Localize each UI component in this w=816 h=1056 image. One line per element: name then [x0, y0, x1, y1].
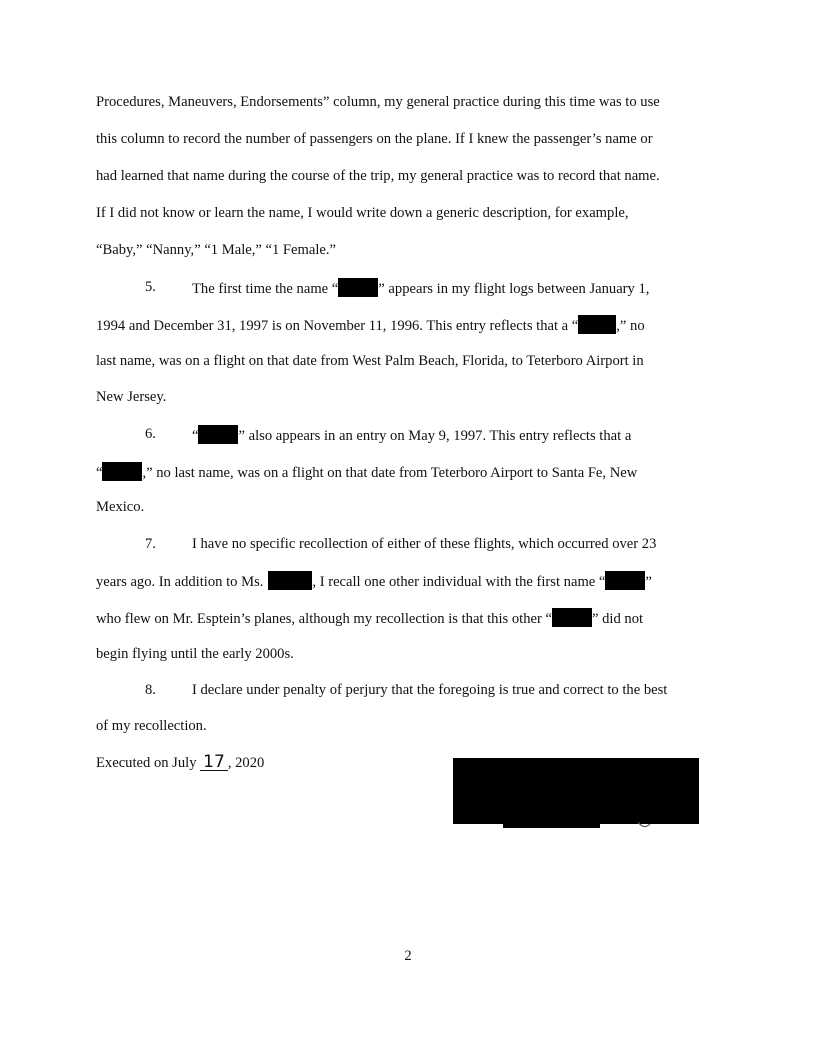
text-line: New Jersey. [96, 389, 167, 405]
text-span: The first time the name “ [192, 281, 339, 297]
text-span: years ago. In addition to Ms. [96, 574, 264, 590]
text-line: this column to record the number of passengers on the plane. If I knew the passenger’s name or [96, 131, 653, 147]
text-line: had learned that name during the course of the trip, my general practice was to record that name. [96, 168, 660, 184]
text-span: ” [645, 574, 652, 590]
text-span: ” appears in my flight logs between January 1, [378, 281, 650, 297]
text-line [192, 425, 631, 445]
text-span: ,” no [616, 318, 645, 334]
redaction-box [198, 425, 238, 444]
text-span: , I recall one other individual with the first name “ [312, 574, 606, 590]
handwritten-day: 17 [200, 754, 228, 771]
text-line: begin flying until the early 2000s. [96, 646, 294, 662]
redaction-box [578, 315, 616, 334]
text-span: who flew on Mr. Esptein’s planes, although my recollection is that this other “ [96, 611, 552, 627]
text-line: I have no specific recollection of either of these flights, which occurred over 23 [192, 536, 657, 552]
redaction-box [102, 462, 142, 481]
paragraph-number: 5. [145, 279, 156, 295]
text-line [96, 462, 637, 482]
text-line [192, 278, 649, 298]
text-span: ” did not [591, 611, 644, 627]
text-span: ” also appears in an entry on May 9, 1997. This entry reflects that a [238, 428, 632, 444]
text-span: , 2020 [227, 755, 265, 771]
text-span: ,” no last name, was on a flight on that date from Teterboro Airport to Santa Fe, New [142, 465, 638, 481]
redaction-box [552, 608, 592, 627]
text-span: 1994 and December 31, 1997 is on November 11, 1996. This entry reflects that a “ [96, 318, 579, 334]
redacted-signature [453, 758, 699, 824]
page-number: 2 [404, 948, 412, 964]
text-line: Procedures, Maneuvers, Endorsements” column, my general practice during this time was to use [96, 94, 660, 110]
text-span: Executed on July [96, 755, 197, 771]
text-line [96, 608, 643, 628]
signature-stroke-fragment [636, 818, 656, 830]
text-span: “ [96, 465, 103, 481]
text-line: of my recollection. [96, 718, 207, 734]
text-line: Mexico. [96, 499, 145, 515]
paragraph-number: 7. [145, 536, 156, 552]
text-line: If I did not know or learn the name, I would write down a generic description, for example, [96, 205, 629, 221]
executed-line [96, 754, 264, 772]
text-line: “Baby,” “Nanny,” “1 Male,” “1 Female.” [96, 242, 337, 258]
text-line [96, 315, 645, 335]
redaction-box [605, 571, 645, 590]
redaction-box [338, 278, 378, 297]
text-span: “ [192, 428, 199, 444]
text-line [96, 571, 652, 591]
text-line: last name, was on a flight on that date from West Palm Beach, Florida, to Teterboro Airport in [96, 353, 644, 369]
redacted-signature-underline [503, 820, 600, 828]
paragraph-number: 6. [145, 426, 156, 442]
redaction-box [268, 571, 312, 590]
text-line: I declare under penalty of perjury that the foregoing is true and correct to the best [192, 682, 668, 698]
paragraph-number: 8. [145, 682, 156, 698]
